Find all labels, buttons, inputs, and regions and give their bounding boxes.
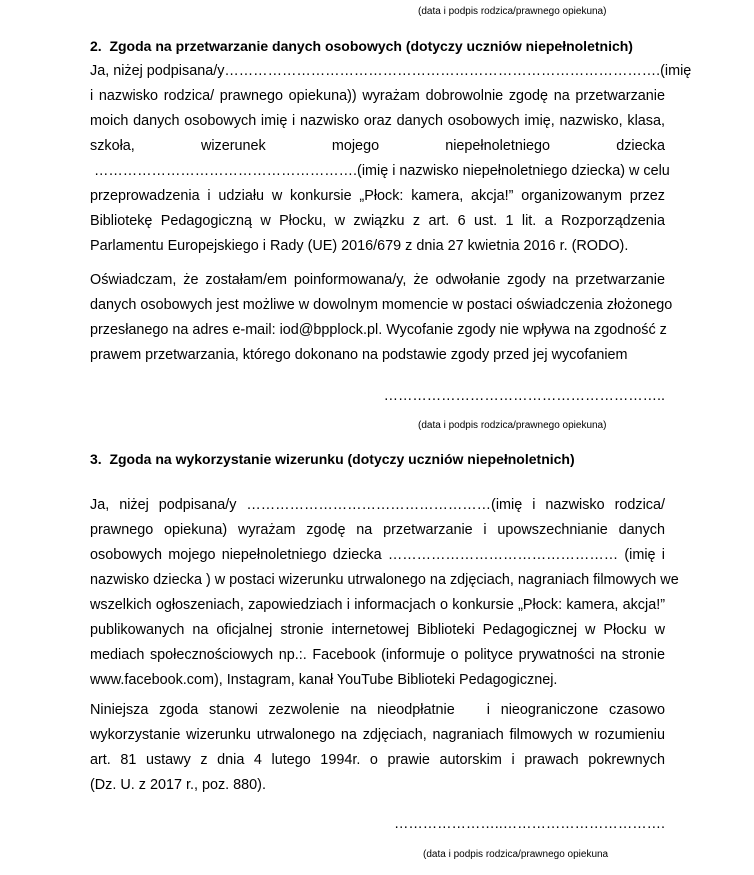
text-line: mediach społecznościowych np.:. Facebook (informuje o polityce prywatności na stronie (90, 647, 665, 663)
text-line: szkoła, wizerunek mojego niepełnoletniego dziecka (90, 138, 665, 154)
text-line: (Dz. U. z 2017 r., poz. 880). (90, 777, 266, 793)
section-2-heading: 2. Zgoda na przetwarzanie danych osobowych (dotyczy uczniów niepełnoletnich) (90, 38, 633, 54)
text-line: Ja, niżej podpisana/y……………………………………………………………………………….(imię (90, 63, 692, 79)
section-3-signature-caption: (data i podpis rodzica/prawnego opiekuna (423, 849, 609, 860)
section-2-paragraph-1 (90, 59, 692, 184)
text-line: prawnego opiekuna) wyrażam zgodę na przetwarzanie i upowszechnianie danych (90, 522, 665, 538)
text-line: ……………………………………………….(imię i nazwisko niepełnoletniego dziecka) w celu (90, 163, 670, 179)
section-2-signature-caption: (data i podpis rodzica/prawnego opiekuna) (418, 420, 607, 431)
text-line: przeprowadzenia i udziału w konkursie „Płock: kamera, akcja!” organizowanym przez (90, 188, 665, 204)
text-line: art. 81 ustawy z dnia 4 lutego 1994r. o prawie autorskim i prawach pokrewnych (90, 752, 665, 768)
section-3-heading: 3. Zgoda na wykorzystanie wizerunku (dotyczy uczniów niepełnoletnich) (90, 451, 575, 467)
text-line: Oświadczam, że zostałam/em poinformowana/y, że odwołanie zgody na przetwarzanie (90, 272, 665, 288)
text-line: www.facebook.com), Instagram, kanał YouTube Biblioteki Pedagogicznej. (90, 672, 558, 688)
section-2-paragraph-2 (90, 184, 665, 259)
text-line: wszelkich ogłoszeniach, zapowiedziach i informacjach o konkursie „Płock: kamera, akcja!” (90, 597, 665, 613)
section-3-paragraph-1 (90, 493, 679, 693)
section-3-paragraph-2 (90, 698, 665, 798)
text-line: Bibliotekę Pedagogiczną w Płocku, w związku z art. 6 ust. 1 lit. a Rozporządzenia (90, 213, 665, 229)
text-line: danych osobowych jest możliwe w dowolnym momencie w postaci oświadczenia złożonego (90, 297, 673, 313)
text-line: Ja, niżej podpisana/y ……………………………………………(imię i nazwisko rodzica/ (90, 497, 665, 513)
section-3-signature-line: …………………..……………………………. (393, 816, 665, 832)
text-line: Niniejsza zgoda stanowi zezwolenie na nieodpłatnie i nieograniczone czasowo (90, 702, 665, 718)
text-line: publikowanych na oficjalnej stronie internetowej Biblioteki Pedagogicznej w Płocku w (90, 622, 665, 638)
text-line: moich danych osobowych imię i nazwisko oraz danych osobowych imię, nazwisko, klasa, (90, 113, 665, 129)
text-line: wykorzystanie wizerunku utrwalonego na zdjęciach, nagraniach filmowych w rozumieniu (90, 727, 665, 743)
text-line: nazwisko dziecka ) w postaci wizerunku utrwalonego na zdjęciach, nagraniach filmowych we (90, 572, 679, 588)
text-line: osobowych mojego niepełnoletniego dziecka ………………………………………… (imię i (90, 547, 665, 563)
text-line: przesłanego na adres e-mail: iod@bpplock.pl. Wycofanie zgody nie wpływa na zgodność z (90, 322, 667, 338)
text-line: i nazwisko rodzica/ prawnego opiekuna)) wyrażam dobrowolnie zgodę na przetwarzanie (90, 88, 665, 104)
section-2-paragraph-3 (90, 268, 673, 368)
text-line: prawem przetwarzania, którego dokonano na podstawie zgody przed jej wycofaniem (90, 347, 628, 363)
top-signature-caption: (data i podpis rodzica/prawnego opiekuna) (418, 6, 607, 17)
section-2-signature-line: ………………………………………………….. (383, 388, 665, 404)
text-line: Parlamentu Europejskiego i Rady (UE) 2016/679 z dnia 27 kwietnia 2016 r. (RODO). (90, 238, 629, 254)
